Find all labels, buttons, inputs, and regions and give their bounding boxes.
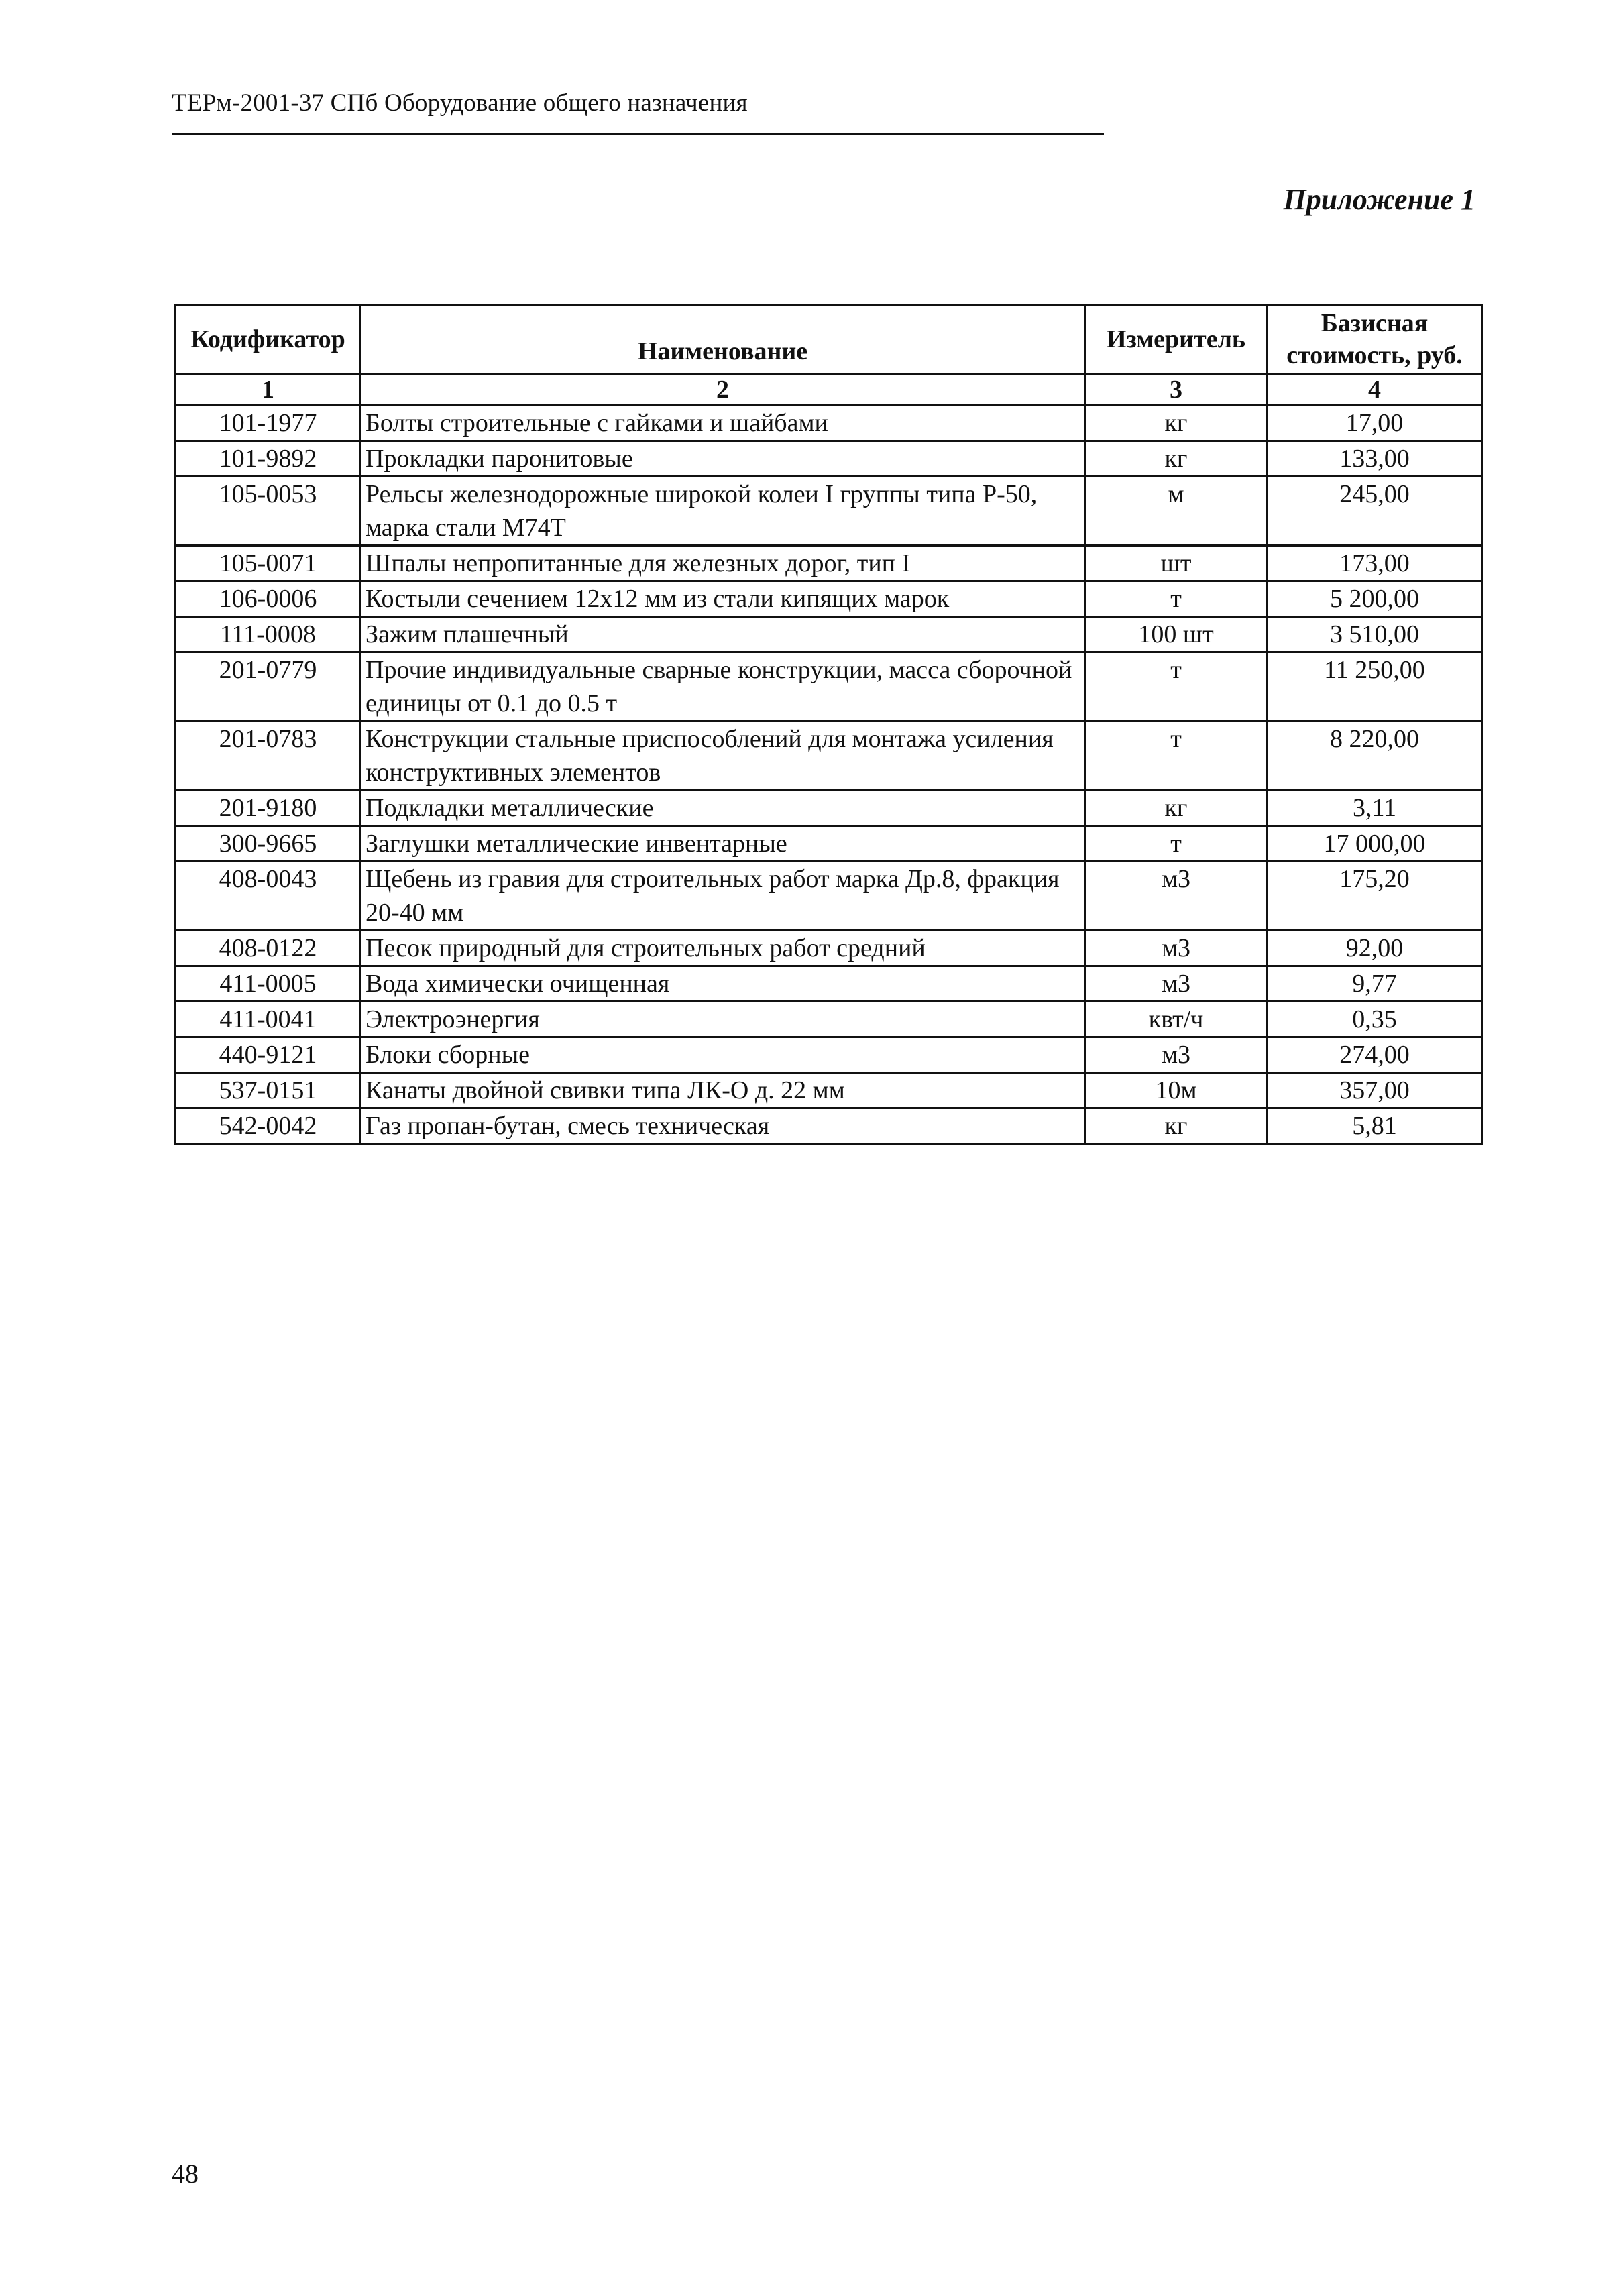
cell-name: Вода химически очищенная [361, 966, 1085, 1002]
appendix-label: Приложение 1 [1283, 183, 1475, 216]
cell-unit: кг [1085, 406, 1268, 441]
table-row [176, 862, 1482, 931]
table-row [176, 931, 1482, 966]
cell-cost: 133,00 [1268, 441, 1482, 477]
cell-cost: 9,77 [1268, 966, 1482, 1002]
cell-cost: 8 220,00 [1268, 722, 1482, 791]
column-header-cost: Базисная стоимость, руб. [1268, 305, 1482, 374]
cell-cost: 5,81 [1268, 1108, 1482, 1144]
cell-name: Заглушки металлические инвентарные [361, 826, 1085, 862]
cell-unit: м3 [1085, 966, 1268, 1002]
cell-name: Щебень из гравия для строительных работ марка Др.8, фракция 20-40 мм [361, 862, 1085, 931]
cell-code: 440-9121 [176, 1037, 361, 1073]
cell-name: Песок природный для строительных работ средний [361, 931, 1085, 966]
cell-name: Газ пропан-бутан, смесь техническая [361, 1108, 1085, 1144]
cell-unit: кг [1085, 441, 1268, 477]
cell-unit: м3 [1085, 1037, 1268, 1073]
cell-unit: шт [1085, 546, 1268, 581]
cell-unit: м [1085, 477, 1268, 546]
cell-cost: 175,20 [1268, 862, 1482, 931]
cell-unit: 100 шт [1085, 617, 1268, 652]
table-row [176, 1002, 1482, 1037]
cell-name: Подкладки металлические [361, 791, 1085, 826]
cell-cost: 3 510,00 [1268, 617, 1482, 652]
column-number: 1 [176, 374, 361, 406]
cell-code: 542-0042 [176, 1108, 361, 1144]
cell-name: Костыли сечением 12х12 мм из стали кипящих марок [361, 581, 1085, 617]
table-row [176, 617, 1482, 652]
cell-name: Болты строительные с гайками и шайбами [361, 406, 1085, 441]
cell-code: 201-9180 [176, 791, 361, 826]
cell-name: Прокладки паронитовые [361, 441, 1085, 477]
running-header: ТЕРм-2001-37 СПб Оборудование общего назначения [172, 89, 748, 117]
cell-code: 300-9665 [176, 826, 361, 862]
cell-code: 411-0041 [176, 1002, 361, 1037]
table-row [176, 722, 1482, 791]
column-header-unit: Измеритель [1085, 305, 1268, 374]
cell-cost: 173,00 [1268, 546, 1482, 581]
cell-name: Блоки сборные [361, 1037, 1085, 1073]
cell-name: Рельсы железнодорожные широкой колеи I группы типа Р-50, марка стали М74Т [361, 477, 1085, 546]
header-rule [172, 133, 1104, 135]
table-row [176, 826, 1482, 862]
table-row [176, 406, 1482, 441]
table-row [176, 441, 1482, 477]
cell-cost: 11 250,00 [1268, 652, 1482, 722]
cell-code: 201-0783 [176, 722, 361, 791]
cell-code: 106-0006 [176, 581, 361, 617]
cell-code: 101-9892 [176, 441, 361, 477]
cell-code: 111-0008 [176, 617, 361, 652]
cell-cost: 3,11 [1268, 791, 1482, 826]
cell-name: Электроэнергия [361, 1002, 1085, 1037]
table-row [176, 791, 1482, 826]
table-row [176, 546, 1482, 581]
cell-unit: т [1085, 826, 1268, 862]
cell-code: 408-0043 [176, 862, 361, 931]
cell-code: 411-0005 [176, 966, 361, 1002]
cell-unit: м3 [1085, 862, 1268, 931]
price-table [174, 304, 1483, 1145]
cell-code: 101-1977 [176, 406, 361, 441]
table-row [176, 966, 1482, 1002]
column-number: 2 [361, 374, 1085, 406]
cell-cost: 0,35 [1268, 1002, 1482, 1037]
table-row [176, 652, 1482, 722]
table-body [176, 406, 1482, 1144]
cell-code: 105-0053 [176, 477, 361, 546]
cell-cost: 5 200,00 [1268, 581, 1482, 617]
cell-name: Зажим плашечный [361, 617, 1085, 652]
table-row [176, 581, 1482, 617]
table-row [176, 1073, 1482, 1108]
cell-name: Прочие индивидуальные сварные конструкции, масса сборочной единицы от 0.1 до 0.5 т [361, 652, 1085, 722]
table-row [176, 1108, 1482, 1144]
cell-cost: 17 000,00 [1268, 826, 1482, 862]
cell-cost: 357,00 [1268, 1073, 1482, 1108]
column-header-code: Кодификатор [176, 305, 361, 374]
cell-unit: кг [1085, 791, 1268, 826]
cell-unit: кг [1085, 1108, 1268, 1144]
page-number: 48 [172, 2159, 199, 2189]
column-number: 3 [1085, 374, 1268, 406]
cell-cost: 245,00 [1268, 477, 1482, 546]
column-number-row [176, 374, 1482, 406]
cell-code: 105-0071 [176, 546, 361, 581]
table-row [176, 477, 1482, 546]
cell-code: 537-0151 [176, 1073, 361, 1108]
cell-unit: м3 [1085, 931, 1268, 966]
cell-name: Шпалы непропитанные для железных дорог, тип I [361, 546, 1085, 581]
cell-code: 408-0122 [176, 931, 361, 966]
column-number: 4 [1268, 374, 1482, 406]
cell-name: Конструкции стальные приспособлений для монтажа усиления конструктивных элементов [361, 722, 1085, 791]
cell-code: 201-0779 [176, 652, 361, 722]
cell-cost: 17,00 [1268, 406, 1482, 441]
table-row [176, 1037, 1482, 1073]
cell-unit: т [1085, 722, 1268, 791]
cell-unit: т [1085, 652, 1268, 722]
cell-unit: квт/ч [1085, 1002, 1268, 1037]
cell-unit: 10м [1085, 1073, 1268, 1108]
cell-cost: 274,00 [1268, 1037, 1482, 1073]
cell-name: Канаты двойной свивки типа ЛК-О д. 22 мм [361, 1073, 1085, 1108]
column-header-name: Наименование [361, 305, 1085, 374]
cell-cost: 92,00 [1268, 931, 1482, 966]
table-header-row [176, 305, 1482, 374]
cell-unit: т [1085, 581, 1268, 617]
